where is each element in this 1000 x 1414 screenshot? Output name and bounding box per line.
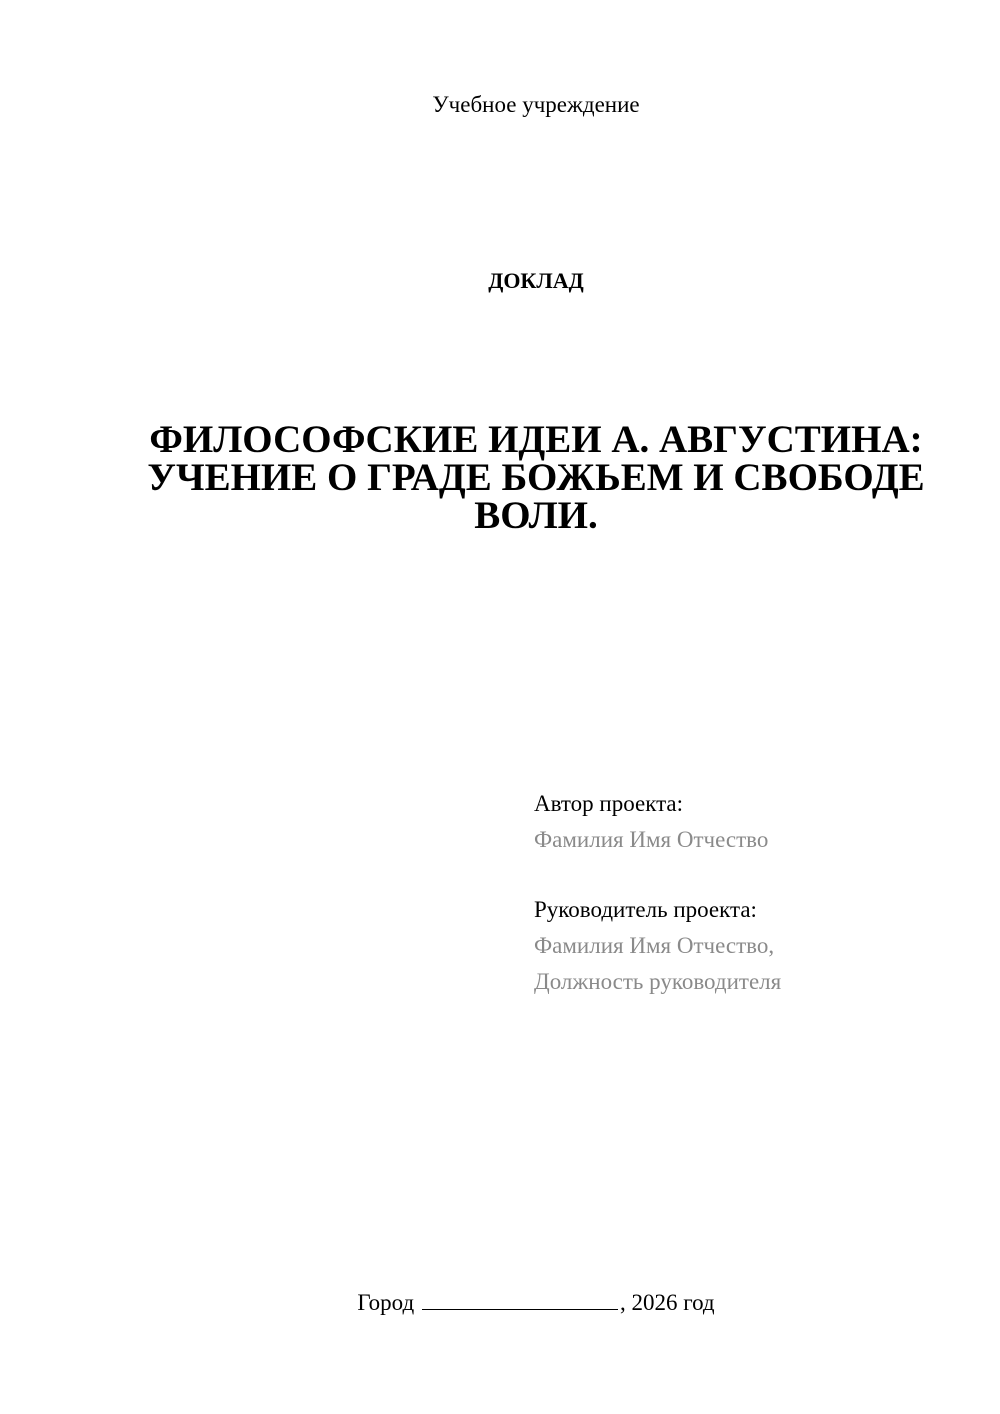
author-name: Фамилия Имя Отчество [534, 827, 769, 852]
author-block [534, 786, 974, 1000]
spacer [534, 858, 974, 892]
supervisor-name: Фамилия Имя Отчество, [534, 933, 775, 958]
title-line: УЧЕНИЕ О ГРАДЕ БОЖЬЕМ И СВОБОДЕ [147, 456, 925, 499]
title-line: ФИЛОСОФСКИЕ ИДЕИ А. АВГУСТИНА: [149, 418, 923, 461]
institution-name: Учебное учреждение [432, 92, 640, 117]
document-type: ДОКЛАД [488, 268, 584, 293]
city-blank-line [422, 1289, 618, 1310]
city-label: Город [357, 1290, 415, 1315]
author-label: Автор проекта: [534, 791, 683, 816]
supervisor-label: Руководитель проекта: [534, 897, 757, 922]
supervisor-position: Должность руководителя [534, 969, 782, 994]
year-text: , 2026 год [619, 1290, 715, 1315]
title-line: ВОЛИ. [474, 494, 598, 537]
footer-city-year [0, 1288, 1000, 1318]
report-title [130, 418, 942, 537]
